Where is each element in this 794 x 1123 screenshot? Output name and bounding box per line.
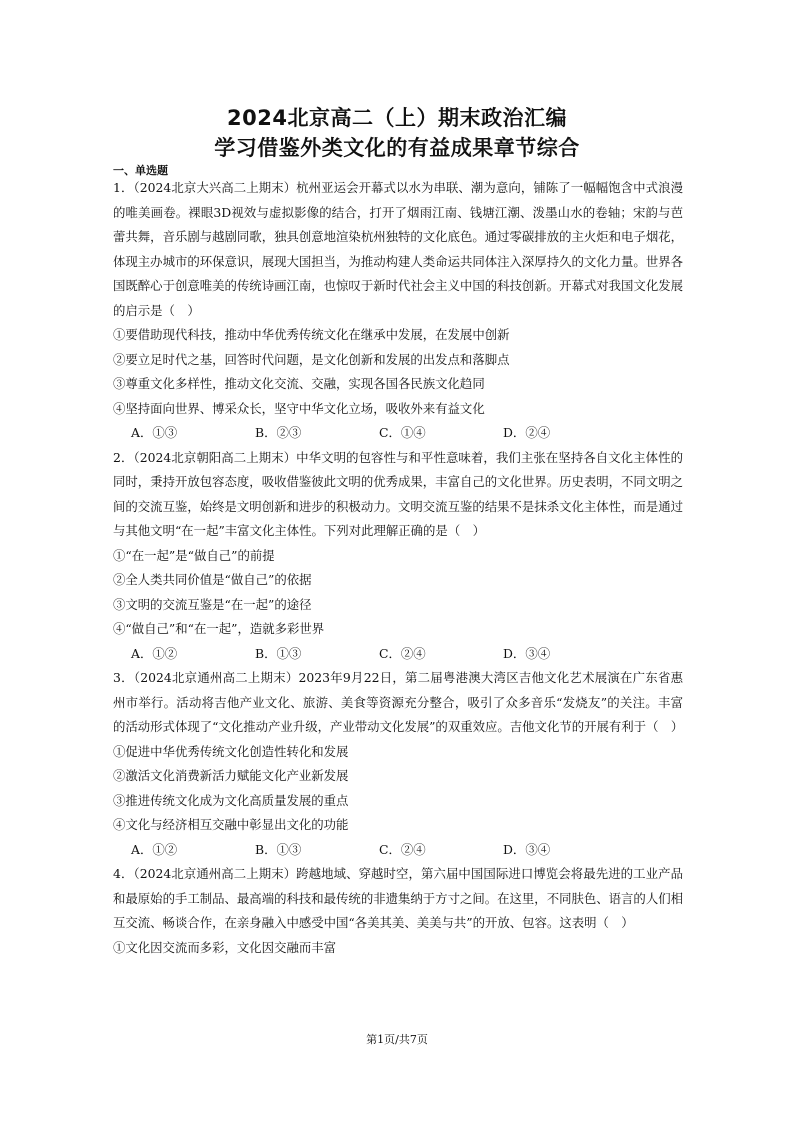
- answer-choices: [113, 838, 683, 863]
- statement-option: ①“在一起”是“做自己”的前提: [113, 547, 275, 563]
- statement-option: ③尊重文化多样性，推动文化交流、交融，实现各国各民族文化趋同: [113, 376, 485, 391]
- answer-choice: C．②④: [379, 841, 426, 857]
- answer-choice: A．①②: [131, 841, 178, 857]
- page-title: 2024北京高二（上）期末政治汇编: [227, 106, 567, 130]
- statement-option: ④文化与经济相互交融中彰显出文化的功能: [113, 817, 349, 832]
- question-stem: 2．（2024北京朝阳高二上期末）中华文明的包容性与和平性意味着，我们主张在坚持各自文化主体性的同时，秉持开放包容态度，吸收借鉴彼此文明的优秀成果，丰富自己的文化世界。历史表明，不同文明之间的交流互鉴，始终是文明创新和进步的积极动力。文明交流互鉴的结果不是抹杀文化主体性，而是通过与其他文明“在一起”丰富文化主体性。下列对此理解正确的是（ ）: [113, 449, 683, 538]
- question-stem: 3．（2024北京通州高二上期末）2023年9月22日，第二届粤港澳大湾区吉他文化艺术展演在广东省惠州市举行。活动将吉他产业文化、旅游、美食等资源充分整合，吸引了众多音乐“发烧友”的关注。丰富的活动形式体现了“文化推动产业升级，产业带动文化发展”的双重效应。吉他文化节的开展有利于（ ）: [113, 670, 684, 734]
- question-1: [113, 176, 683, 446]
- answer-choice: C．①④: [379, 425, 426, 440]
- page-number: 第1页/共7页: [366, 1033, 428, 1046]
- statement-option: ①要借助现代科技，推动中华优秀传统文化在继承中发展，在发展中创新: [113, 327, 510, 342]
- question-2: [113, 446, 683, 667]
- answer-choice: C．②④: [379, 645, 426, 661]
- statement-option: ②要立足时代之基，回答时代问题，是文化创新和发展的出发点和落脚点: [113, 351, 510, 367]
- answer-choice: B．②③: [255, 425, 302, 440]
- page-subtitle: 学习借鉴外类文化的有益成果章节综合: [214, 136, 580, 160]
- question-3: [113, 666, 683, 862]
- statement-option: ②全人类共同价值是“做自己”的依据: [113, 572, 312, 587]
- statement-option: ①促进中华优秀传统文化创造性转化和发展: [113, 743, 349, 759]
- statement-option: ③推进传统文化成为文化高质量发展的重点: [113, 792, 349, 808]
- statement-option: ④坚持面向世界、博采众长，坚守中华文化立场，吸收外来有益文化: [113, 400, 485, 416]
- answer-choice: A．①③: [131, 425, 178, 440]
- question-list: [113, 176, 683, 960]
- statement-option: ①文化因交流而多彩，文化因交融而丰富: [113, 939, 337, 955]
- answer-choices: [113, 421, 683, 446]
- answer-choice: B．①③: [255, 645, 302, 661]
- statement-option: ④“做自己”和“在一起”，造就多彩世界: [113, 621, 325, 636]
- answer-choice: A．①②: [131, 645, 178, 661]
- answer-choice: B．①③: [255, 841, 302, 857]
- answer-choice: D．③④: [503, 645, 551, 661]
- statement-option: ③文明的交流互鉴是“在一起”的途径: [113, 596, 312, 612]
- statement-option: ②激活文化消费新活力赋能文化产业新发展: [113, 768, 349, 783]
- question-stem: 1．（2024北京大兴高二上期末）杭州亚运会开幕式以水为串联、潮为意向，铺陈了一幅幅饱含中式浪漫的唯美画卷。裸眼3D视效与虚拟影像的结合，打开了烟雨江南、钱塘江潮、泼墨山水的卷轴；宋韵与芭蕾共舞，音乐剧与越剧同歌，独具创意地渲染杭州独特的文化底色。通过零碳排放的主火炬和电子烟花，体现主办城市的环保意识，展现大国担当，为推动构建人类命运共同体注入深厚持久的文化力量。世界各国既醉心于创意唯美的传统诗画江南，也惊叹于新时代社会主义中国的科技创新。开幕式对我国文化发展的启示是（ ）: [113, 180, 683, 318]
- answer-choice: D．③④: [503, 841, 551, 857]
- question-stem: 4．（2024北京通州高二上期末）跨越地域、穿越时空，第六届中国国际进口博览会将最先进的工业产品和最原始的手工制品、最高端的科技和最传统的非遗集纳于方寸之间。在这里，不同肤色、语言的人们相互交流、畅谈合作，在亲身融入中感受中国“各美其美、美美与共”的开放、包容。这表明（ ）: [113, 866, 683, 930]
- question-4: [113, 862, 683, 960]
- answer-choice: D．②④: [503, 425, 551, 440]
- answer-choices: [113, 642, 683, 667]
- section-heading: 一、单选题: [113, 164, 168, 177]
